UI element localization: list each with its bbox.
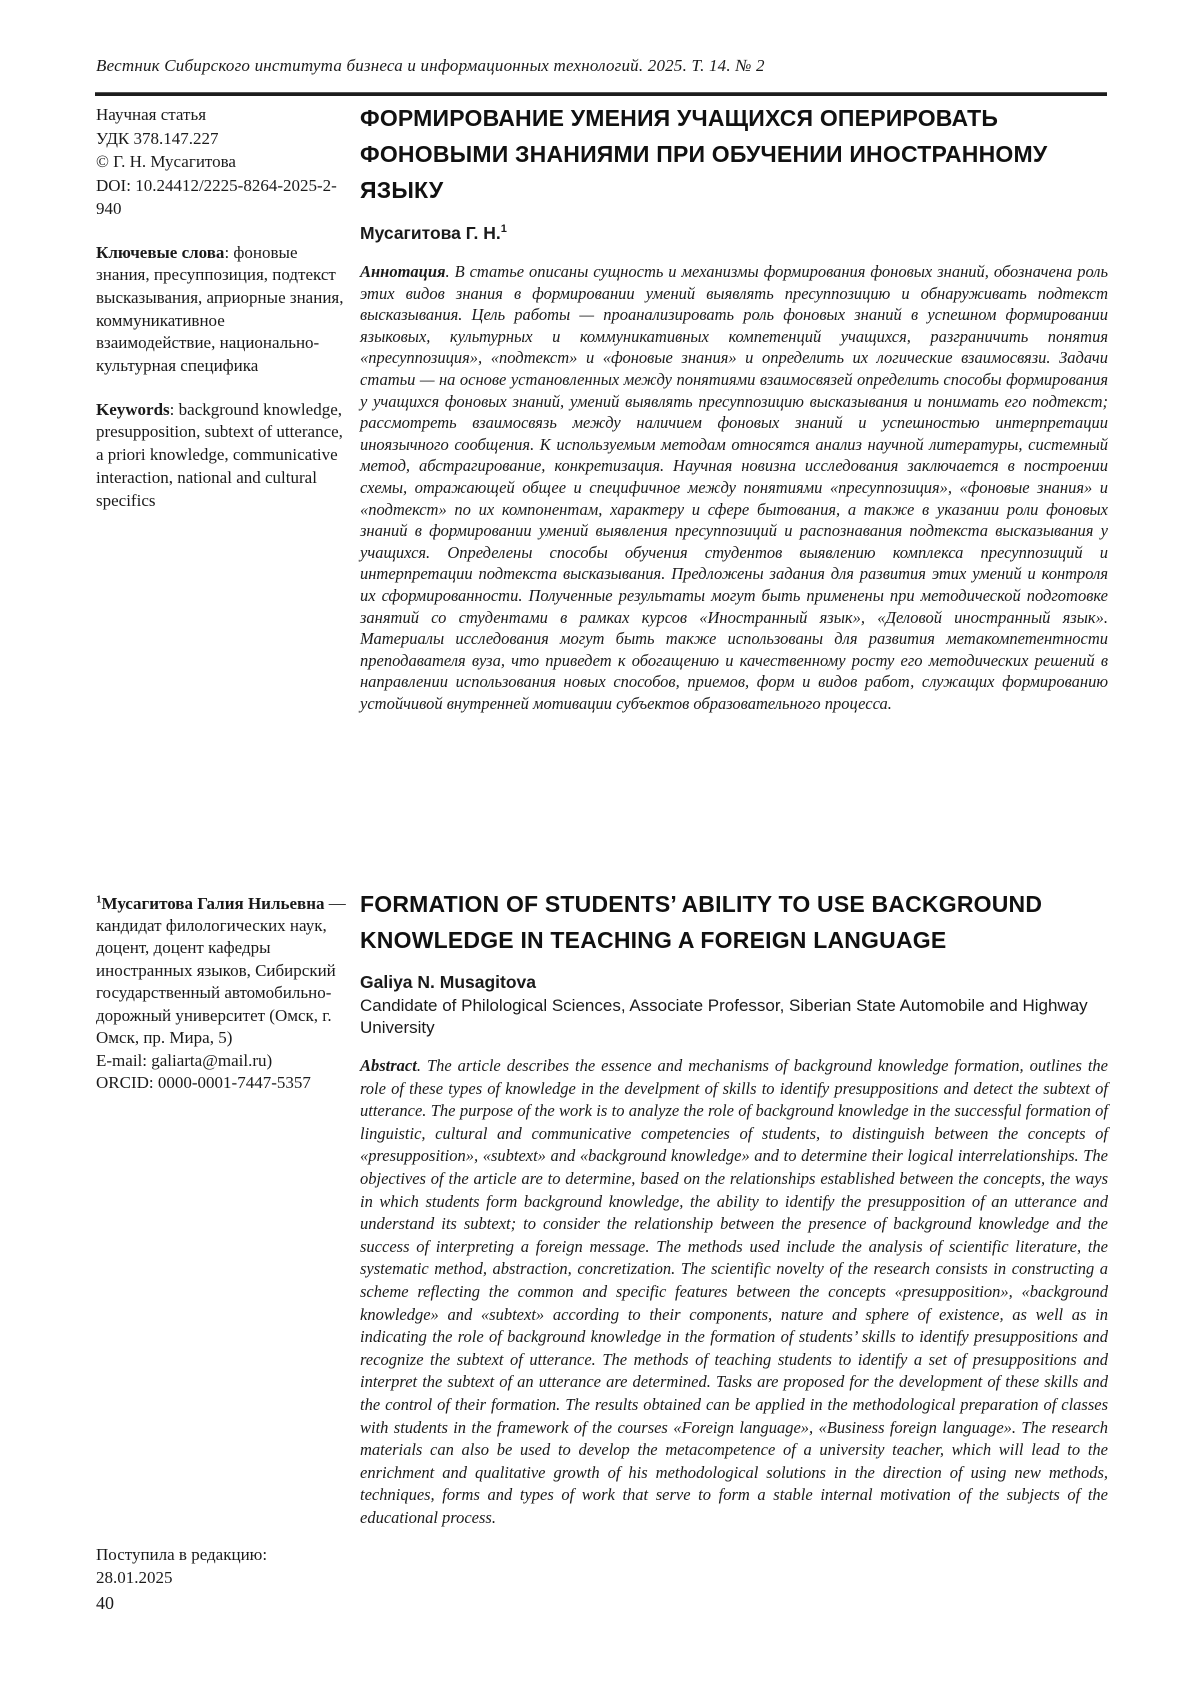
keywords-ru-label: Ключевые слова: [96, 242, 225, 262]
author-name-ru: Мусагитова Г. Н.: [360, 223, 501, 243]
article-title-ru: ФОРМИРОВАНИЕ УМЕНИЯ УЧАЩИХСЯ ОПЕРИРОВАТЬ ФОНОВЫМИ ЗНАНИЯМИ ПРИ ОБУЧЕНИИ ИНОСТРАННОМУ ЯЗЫКУ: [360, 105, 1048, 203]
author-footnote-mark: 1: [500, 223, 507, 236]
received-block: [96, 1543, 346, 1589]
author-footnote-name: $^1$Мусагитова Галия Нильевна: [96, 893, 325, 913]
main-column-russian: [360, 100, 1108, 714]
keywords-ru: [96, 242, 346, 378]
keywords-en-label: Keywords: [96, 399, 170, 419]
header-rule: [95, 92, 1107, 96]
author-footnote: [96, 888, 348, 1050]
abstract-en-text: . The article describes the essence and mechanisms of background knowledge formation, outlines the role of these types of knowledge in the develpment of skills to identify presuppositions and detect the subtext of utterance. The purpose of the work is to analyze the role of background knowledge in the successful formation of linguistic, cultural and communicative competencies of students, to distinguish between the concepts of «presupposition», «subtext» and «background knowledge» and to determine their logical interrelationships. The objectives of the article are to determine, based on the relationships established between the concepts, the ways in which students form background knowledge, the ability to identify the presupposition of an utterance and understand its subtext; to consider the relationship between the presence of background knowledge and the success of interpreting a foreign message. The methods used include the analysis of scientific literature, the systematic method, abstraction, concretization. The scientific novelty of the research consists in constructing a scheme reflecting the common and specific features between the concepts «presupposition», «background knowledge» and «subtext» according to their components, nature and sphere of existence, as well as in indicating the role of background knowledge in the formation of students’ skills to identify presuppositions and recognize the subtext of utterance. The methods of teaching students to identify a set of presuppositions and interpret the subtext of an utterance are determined. Tasks are proposed for the development of these skills and the control of their formation. The results obtained can be applied in the methodological preparation of classes with students in the framework of the courses «Foreign language», «Business foreign language». The research materials can also be used to develop the metacompetence of a university teacher, which will lead to the enrichment and qualitative growth of his methodological solutions in the direction of using new methods, techniques, forms and types of work that serve to form a stable internal motivation of the subjects of the educational process.: [360, 1056, 1108, 1527]
author-line-en: Galiya N. Musagitova: [360, 972, 537, 992]
footnote-mark: 1: [96, 893, 102, 905]
copyright-line: © Г. Н. Мусагитова: [96, 152, 236, 171]
abstract-ru-label: Аннотация: [360, 262, 446, 281]
udc-number: УДК 378.147.227: [96, 128, 219, 148]
running-head: Вестник Сибирского института бизнеса и информационных технологий. 2025. Т. 14. № 2: [96, 56, 765, 75]
main-column-english: [360, 886, 1108, 1529]
author-line-ru: [360, 223, 1108, 244]
article-title-en: FORMATION OF STUDENTS’ ABILITY TO USE BACKGROUND KNOWLEDGE IN TEACHING A FOREIGN LANGUAGE: [360, 891, 1043, 953]
received-date: 28.01.2025: [96, 1568, 173, 1587]
abstract-ru: [360, 261, 1108, 714]
author-footnote-text: — кандидат филологических наук, доцент, доцент кафедры иностранных языков, Сибирский государственный автомобильно-дорожный университет (Омск, г. Омск, пр. Мира, 5): [96, 893, 346, 1048]
keywords-ru-text: : фоновые знания, пресуппозиция, подтекст высказывания, априорные знания, коммуникативное взаимодействие, национально-культурная специфика: [96, 242, 344, 376]
keywords-en: [96, 399, 346, 513]
page-number: 40: [96, 1593, 114, 1613]
abstract-en: [360, 1055, 1108, 1529]
received-label: Поступила в редакцию:: [96, 1545, 268, 1564]
affiliation-en: Candidate of Philological Sciences, Associate Professor, Siberian State Automobile and Highway University: [360, 996, 1088, 1037]
abstract-en-label: Abstract: [360, 1056, 417, 1075]
email-line: E-mail: galiarta@mail.ru): [96, 1050, 273, 1070]
keywords-en-text: : background knowledge, presupposition, subtext of utterance, a priori knowledge, communicative interaction, national and cultural specifics: [96, 399, 343, 510]
abstract-ru-text: . В статье описаны сущность и механизмы формирования фоновых знаний, обозначена роль этих видов знания в формировании умений выявлять пресуппозицию и обнаруживать подтекст высказывания. Цель работы — проанализировать роль фоновых знаний в успешном формировании языковых, культурных и коммуникативных компетенций учащихся, разграничить понятия «пресуппозиция», «подтекст» и «фоновые знания» и определить их логические взаимосвязи. Задачи статьи — на основе установленных между понятиями взаимосвязей определить способы формирования у учащихся фоновых знаний, умений выявлять пресуппозицию высказывания и понимать его подтекст; рассмотреть взаимосвязь между наличием фоновых знаний и успешностью интерпретации иноязычного сообщения. К используемым методам относятся анализ научной литературы, системный метод, абстрагирование, конкретизация. Научная новизна исследования заключается в построении схемы, отражающей общее и специфичное между понятиями «пресуппозиция», «фоновые знания» и «подтекст» по их компонентам, характеру и сфере бытования, а также в указании роли фоновых знаний в формировании умений выявления пресуппозиций и распознавания подтекста высказывания у учащихся. Определены способы обучения студентов выявлению комплекса пресуппозиций и интерпретации подтекста высказывания. Предложены задания для развития этих умений и контроля их сформированности. Полученные результаты могут быть применены при методической подготовке занятий со студентами в рамках курсов «Иностранный язык», «Деловой иностранный язык». Материалы исследования могут быть также использованы для развития метакомпетентности преподавателя вуза, что приведет к обогащению и качественному росту его методических решений в направлении использования новых способов, приемов, форм и видов работ, служащих формированию устойчивой внутренней мотивации субъектов образовательного процесса.: [360, 262, 1108, 713]
doi-line: DOI: 10.24412/2225-8264-2025-2-940: [96, 175, 337, 218]
orcid-line: ORCID: 0000-0001-7447-5357: [96, 1072, 311, 1092]
left-author-column: [96, 888, 348, 1094]
left-meta-column: [96, 103, 346, 512]
article-type: Научная статья: [96, 105, 207, 124]
